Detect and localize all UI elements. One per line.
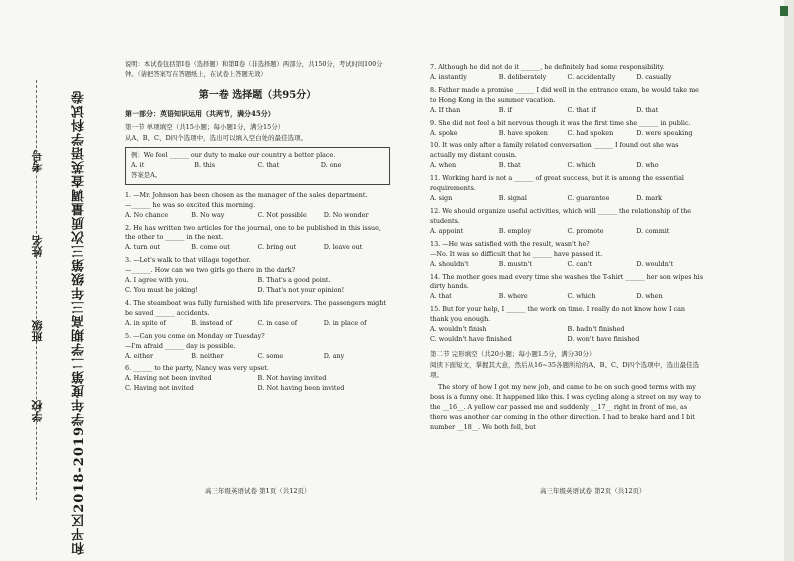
option: B. No way	[191, 210, 225, 219]
question	[125, 299, 390, 329]
page-footer: 高三年级英语试卷 第2页（共12页）	[540, 487, 646, 495]
option: B. mustn't	[498, 259, 532, 268]
option: A. that	[430, 292, 452, 301]
option: A. either	[125, 351, 154, 360]
option: D. were speaking	[636, 128, 693, 137]
question	[430, 207, 705, 237]
option: D. one	[320, 160, 342, 169]
exam-notice: 说明：本试卷包括第Ⅰ卷（选择题）和第Ⅱ卷（非选择题）两部分，共150分，考试时间100分钟。（请把答案写在答题纸上，在试卷上答题无效）	[125, 61, 383, 78]
option: B. have spoken	[498, 128, 548, 137]
options	[125, 352, 390, 362]
options	[430, 73, 705, 83]
option: B. that	[498, 161, 521, 170]
option: D. in place of	[323, 318, 367, 327]
option: C. Having not invited	[125, 384, 194, 393]
option: D. No wonder	[323, 210, 369, 219]
options	[125, 276, 390, 296]
option: B. if	[498, 105, 512, 114]
option: B. neither	[191, 351, 224, 360]
option: C. in case of	[257, 318, 298, 327]
question-text: 2. He has written two articles for the journal, one to be published in this issue, the other to ______ in the next.	[125, 223, 381, 242]
question	[430, 273, 705, 303]
example-answer: 答案是A。	[131, 170, 162, 179]
question	[430, 119, 705, 139]
example-question: 例：We feel ______ our duty to make our country a better place.	[131, 150, 336, 159]
option: B. That's a good point.	[257, 276, 331, 285]
question-text: —______. How can we two girls go there in the dark?	[125, 266, 296, 275]
question	[125, 191, 390, 221]
option: D. who	[636, 161, 659, 170]
name-field: 姓名	[31, 235, 44, 257]
question-text: 13. —He was satisfied with the result, wasn't he?	[430, 239, 590, 248]
question-text: 12. We should organize useful activities, which will ______ the relationship of the students.	[430, 206, 692, 225]
options	[430, 227, 705, 237]
option: C. some	[257, 351, 284, 360]
option: C. which	[567, 161, 596, 170]
question-list	[430, 63, 705, 345]
question	[430, 63, 705, 83]
option: C. promote	[567, 226, 604, 235]
part2-heading: 第二节 完形填空（共20小题；每小题1.5分，满分30分）	[430, 349, 596, 358]
options	[125, 211, 390, 221]
question-text: 6. ______ to the party, Nancy was very upset.	[125, 364, 269, 373]
option: B. come out	[191, 243, 230, 252]
option: A. shouldn't	[430, 259, 469, 268]
option: C. can't	[567, 259, 593, 268]
options	[430, 292, 705, 302]
question-text: 15. But for your help, I ______ the work on time. I really do not know how I can thank you enough.	[430, 305, 686, 324]
question	[430, 174, 705, 204]
option: B. where	[498, 292, 528, 301]
option: A. No chance	[125, 210, 169, 219]
question-text: 5. —Can you come on Monday or Tuesday?	[125, 331, 265, 340]
options	[430, 260, 705, 270]
option: B. instead of	[191, 318, 232, 327]
option: C. had spoken	[567, 128, 614, 137]
question-text: 3. —Let's walk to that village together.	[125, 256, 251, 265]
options	[125, 319, 390, 329]
option: B. this	[194, 160, 216, 169]
id-field: 考号	[31, 150, 44, 172]
option: D. That's not your opinion!	[257, 286, 345, 295]
option: A. in spite of	[125, 318, 166, 327]
question	[430, 305, 705, 345]
option: C. guarantee	[567, 194, 610, 203]
part-heading: 第一部分：英语知识运用（共两节，满分45分）	[125, 109, 275, 118]
option: D. leave out	[323, 243, 363, 252]
cloze-passage: The story of how I got my new job, and came to be on such good terms with my boss is a funny one. It happened like this. I was cycling along a street on my way to the __16__. A yellow car passed me and suddenly __17__ right in front of me, as there was another car coming in the other direction. I had to brake hard and I bit number __18__. We both fell, but	[430, 383, 701, 431]
subsection-heading: 第一节 单项填空（共15小题；每小题1分，满分15分）	[125, 122, 285, 131]
option: C. wouldn't have finished	[430, 335, 512, 344]
option: C. which	[567, 292, 596, 301]
options	[430, 161, 705, 171]
example-options	[131, 161, 384, 171]
binding-line	[36, 80, 37, 500]
options	[430, 129, 705, 139]
option: A. turn out	[125, 243, 161, 252]
right-column	[430, 60, 705, 433]
question-list	[125, 191, 390, 395]
option: A. wouldn't finish	[430, 325, 487, 334]
option: C. accidentally	[567, 72, 616, 81]
example-box	[125, 147, 390, 185]
question-text: 10. It was only after a family related conversation ______ I found out she was actually my distant cousin.	[430, 141, 679, 160]
corner-mark	[780, 6, 788, 16]
question-text: 7. Although he did not do it ______, he definitely had some responsibility.	[430, 63, 665, 71]
option: A. If than	[430, 105, 461, 114]
options	[430, 106, 705, 116]
instructions: 从A、B、C、D四个选项中，选出可以填入空白处的最佳选项。	[125, 133, 308, 142]
option: B. Not having invited	[257, 374, 327, 383]
option: D. mark	[636, 194, 663, 203]
option: B. employ	[498, 226, 531, 235]
option: A. when	[430, 161, 457, 170]
question-text: —I'm afraid ______ day is possible.	[125, 341, 236, 350]
option: C. bring out	[257, 243, 297, 252]
exam-title: 和平区2018-2019学年度第二学期高三年级第三次质量调查英语学科试卷	[72, 90, 87, 555]
question-text: 1. —Mr. Johnson has been chosen as the manager of the sales department.	[125, 190, 368, 199]
options	[430, 194, 705, 204]
option: A. sign	[430, 194, 453, 203]
option: C. that	[257, 160, 280, 169]
options	[125, 374, 390, 394]
option: A. spoke	[430, 128, 458, 137]
option: C. Not possible	[257, 210, 307, 219]
question-text: 8. Father made a promise ______ I did well in the entrance exam, he would take me to Hong Kong in the summer vacation.	[430, 85, 699, 104]
question-text: 9. She did not feel a bit nervous though it was the first time she ______ in public.	[430, 118, 691, 127]
question-text: 4. The steamboat was fully furnished with life preservers. The passengers might be saved ______ accidents.	[125, 298, 386, 317]
option: A. it	[131, 160, 145, 169]
option: D. when	[636, 292, 663, 301]
question	[125, 364, 390, 394]
scan-edge	[784, 0, 794, 561]
option: B. signal	[498, 194, 527, 203]
question	[125, 224, 390, 254]
question	[430, 86, 705, 116]
part2-instructions: 阅读下面短文，掌握其大意，然后从16~35各题所给的A、B、C、D四个选项中，选出最佳选项。	[430, 361, 700, 380]
option: D. won't have finished	[567, 335, 640, 344]
page-footer: 高三年级英语试卷 第1页（共12页）	[205, 487, 311, 495]
option: A. appoint	[430, 226, 464, 235]
question	[125, 256, 390, 296]
option: D. commit	[636, 226, 670, 235]
question-text: 14. The mother goes mad every time she washes the T-shirt ______ her son wipes his dirty hands.	[430, 272, 703, 291]
section-title: 第一卷 选择题（共95分）	[198, 89, 317, 101]
question-text: —______ he was so excited this morning.	[125, 200, 256, 209]
question	[125, 332, 390, 362]
option: C. that if	[567, 105, 596, 114]
question	[430, 141, 705, 171]
school-field: 学校	[31, 400, 44, 422]
option: B. hadn't finished	[567, 325, 625, 334]
option: D. casually	[636, 72, 672, 81]
option: D. Not having been invited	[257, 384, 345, 393]
option: C. You must be joking!	[125, 286, 198, 295]
option: D. wouldn't	[636, 259, 674, 268]
option: D. any	[323, 351, 345, 360]
option: A. I agree with you.	[125, 276, 189, 285]
option: D. that	[636, 105, 659, 114]
question-text: —No. It was so difficult that he ______ have passed it.	[430, 249, 603, 258]
option: B. deliberately	[498, 72, 547, 81]
options	[430, 325, 705, 345]
question	[430, 240, 705, 270]
options	[125, 243, 390, 253]
question-text: 11. Working hard is not a ______ of great success, but it is among the essential requirements.	[430, 174, 684, 193]
option: A. instantly	[430, 72, 467, 81]
class-field: 班级	[31, 320, 44, 342]
left-column	[125, 60, 390, 394]
option: A. Having not been invited	[125, 374, 212, 383]
